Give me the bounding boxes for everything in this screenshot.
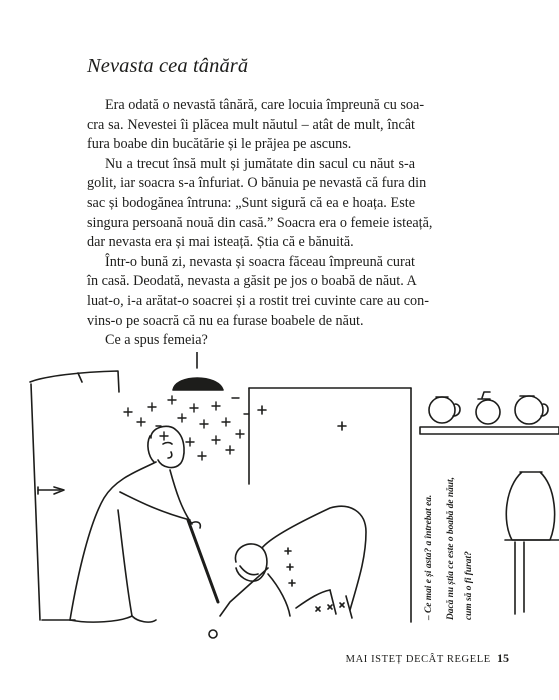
- old-woman-drawing: [70, 426, 218, 622]
- young-woman-drawing: [209, 506, 366, 638]
- text-line: cra sa. Nevestei îi plăcea mult năutul – atât de mult, încât: [87, 116, 415, 133]
- caption-line: Dacă nu știa ce este o boabă de năut,: [446, 477, 456, 620]
- caption-line: – Ce mai e și asta? a întrebat ea.: [424, 494, 434, 620]
- text-line: Într-o bună zi, nevasta și soacra făceau împreună curat: [105, 253, 415, 270]
- text-line: Nu a trecut însă mult și jumătate din sacul cu năut s-a: [105, 155, 415, 172]
- text-line: sac și bodogănea întruna: „Sunt sigură că ea e hoața. Este: [87, 194, 415, 211]
- text-line: luat-o, i-a arătat-o soacrei și a rostit trei cuvinte care au con-: [87, 292, 429, 309]
- running-title: MAI ISTEȚ DECÂT REGELE: [345, 654, 491, 665]
- ceiling-lamp-drawing: [173, 352, 223, 390]
- text-line: fura boabe din bucătărie și le prăjea pe ascuns.: [87, 136, 352, 153]
- text-line: Era odată o nevastă tânără, care locuia împreună cu soa-: [105, 97, 425, 113]
- page-number: 15: [497, 651, 509, 665]
- vase-drawing: [505, 472, 559, 614]
- illustration-caption: [421, 470, 485, 620]
- text-line: vins-o pe soacră că nu ea furase boabele de năut.: [87, 312, 364, 329]
- story-title: Nevasta cea tânără: [87, 55, 249, 77]
- shelf-drawing: [420, 392, 559, 434]
- story-body: [87, 96, 433, 351]
- text-line: în casă. Deodată, nevasta a găsit pe jos o boabă de năut. A: [87, 273, 417, 290]
- text-line: singura persoană nouă din casă.” Soacra era o femeie isteață,: [87, 214, 433, 231]
- caption-line: cum să o fi furat?: [464, 551, 474, 620]
- window-drawing: [249, 388, 411, 622]
- wall-texture: [124, 396, 249, 460]
- text-line: dar nevasta era și mai isteață. Știa că e bănuită.: [87, 234, 354, 251]
- text-line: golit, iar soacra s-a înfuriat. O bănuia pe nevastă că fura din: [87, 175, 427, 192]
- text-line: Ce a spus femeia?: [105, 332, 208, 349]
- page-footer: [346, 651, 509, 666]
